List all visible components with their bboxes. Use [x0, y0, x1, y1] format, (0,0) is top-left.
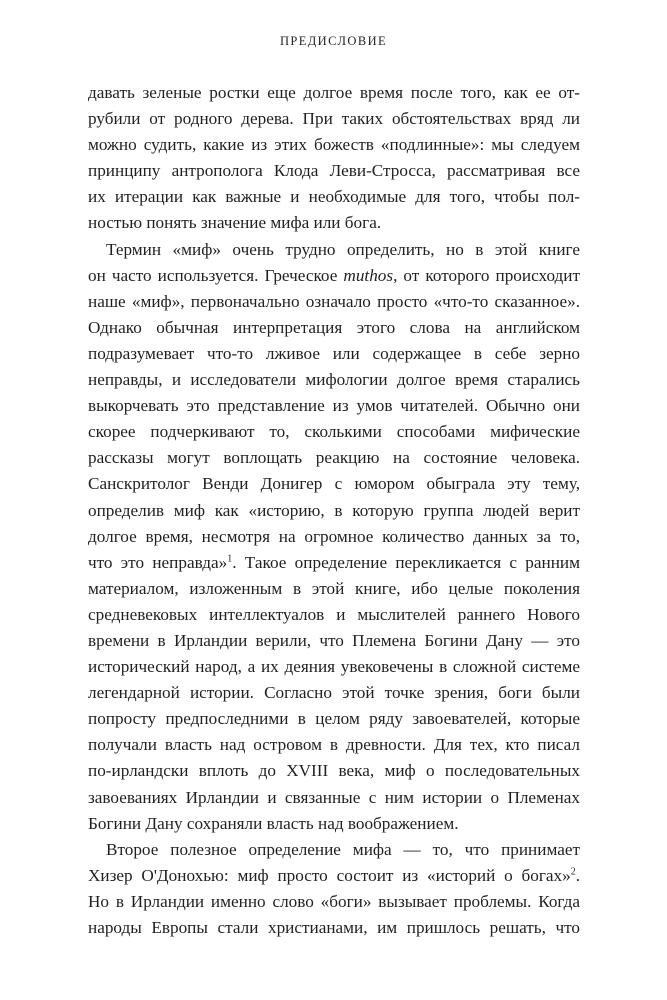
paragraph-1 [88, 80, 580, 237]
text-line: их итерации как важные и необходимые для того, чтобы пол- [88, 187, 580, 207]
text-line: времени в Ирландии верили, что Племена Богини Дану — это [88, 630, 580, 650]
paragraph-2 [88, 237, 580, 837]
text-line: принципу антрополога Клода Леви-Стросса, рассматривая все [88, 161, 580, 181]
text-fragment: . Такое определение перекликается с ранним [232, 552, 580, 572]
text-line: выкорчевать это представление из умов читателей. Обычно они [88, 396, 580, 416]
text-line: наше «миф», первоначально означало просто «что-то сказанное». [88, 291, 580, 311]
text-line [88, 263, 580, 289]
body-text [88, 80, 580, 941]
text-line: определив миф как «историю, в которую группа людей верит [88, 500, 580, 520]
text-line: материалом, изложенным в этой книге, ибо целые поколения [88, 578, 580, 598]
text-fragment: . [575, 865, 580, 885]
text-line: Но в Ирландии именно слово «боги» вызывает проблемы. Когда [88, 891, 580, 911]
text-fragment: он часто используется. Греческое [88, 265, 344, 285]
text-line: можно судить, какие из этих божеств «подлинные»: мы следуем [88, 135, 580, 155]
text-line: ностью понять значение мифа или бога. [88, 213, 382, 233]
text-line: Богини Дану сохраняли власть над воображением. [88, 813, 459, 833]
text-line: Санскритолог Венди Донигер с юмором обыграла эту тему, [88, 474, 580, 494]
text-line: средневековых интеллектуалов и мыслителей раннего Нового [88, 604, 580, 624]
footnote-marker[interactable]: 1 [227, 552, 233, 564]
text-line: завоеваниях Ирландии и связанные с ним истории о Племенах [88, 787, 580, 807]
text-fragment: Хизер О'Донохью: миф просто состоит из «историй о богах» [88, 865, 571, 885]
text-line [88, 550, 580, 576]
text-line: подразумевает что-то лживое или содержащее в себе зерно [88, 343, 580, 363]
text-line: Однако обычная интерпретация этого слова на английском [88, 317, 580, 337]
text-line: народы Европы стали христианами, им пришлось решать, что [88, 918, 580, 937]
text-line: скорее подчеркивают то, сколькими способами мифические [88, 422, 580, 442]
text-line: Второе полезное определение мифа — то, что принимает [106, 839, 580, 859]
text-line: неправды, и исследователи мифологии долгое время старались [88, 370, 580, 390]
text-fragment: , от которого происходит [393, 265, 580, 285]
paragraph-3 [88, 837, 580, 941]
text-fragment: что это неправда» [88, 552, 228, 572]
text-line: рубили от родного дерева. При таких обстоятельствах вряд ли [88, 109, 580, 129]
running-head: ПРЕДИСЛОВИЕ [279, 34, 388, 48]
text-line: рассказы могут воплощать реакцию на состояние человека. [88, 448, 580, 468]
text-line [88, 863, 580, 889]
text-line: по-ирландски вплоть до XVIII века, миф о последовательных [88, 761, 580, 781]
text-line: Термин «миф» очень трудно определить, но в этой книге [106, 239, 580, 259]
text-line: попросту предпоследними в целом ряду завоевателей, которые [88, 709, 580, 729]
text-line: получали власть над островом в древности. Для тех, кто писал [88, 735, 580, 755]
italic-term: muthos [343, 265, 394, 285]
text-line: долгое время, несмотря на огромное количество данных за то, [88, 526, 580, 546]
text-line: легендарной истории. Согласно этой точке зрения, боги были [88, 683, 580, 703]
text-line: давать зеленые ростки еще долгое время после того, как ее от- [88, 83, 580, 102]
footnote-marker[interactable]: 2 [570, 866, 576, 878]
text-line: исторический народ, а их деяния увековечены в сложной системе [88, 657, 580, 677]
